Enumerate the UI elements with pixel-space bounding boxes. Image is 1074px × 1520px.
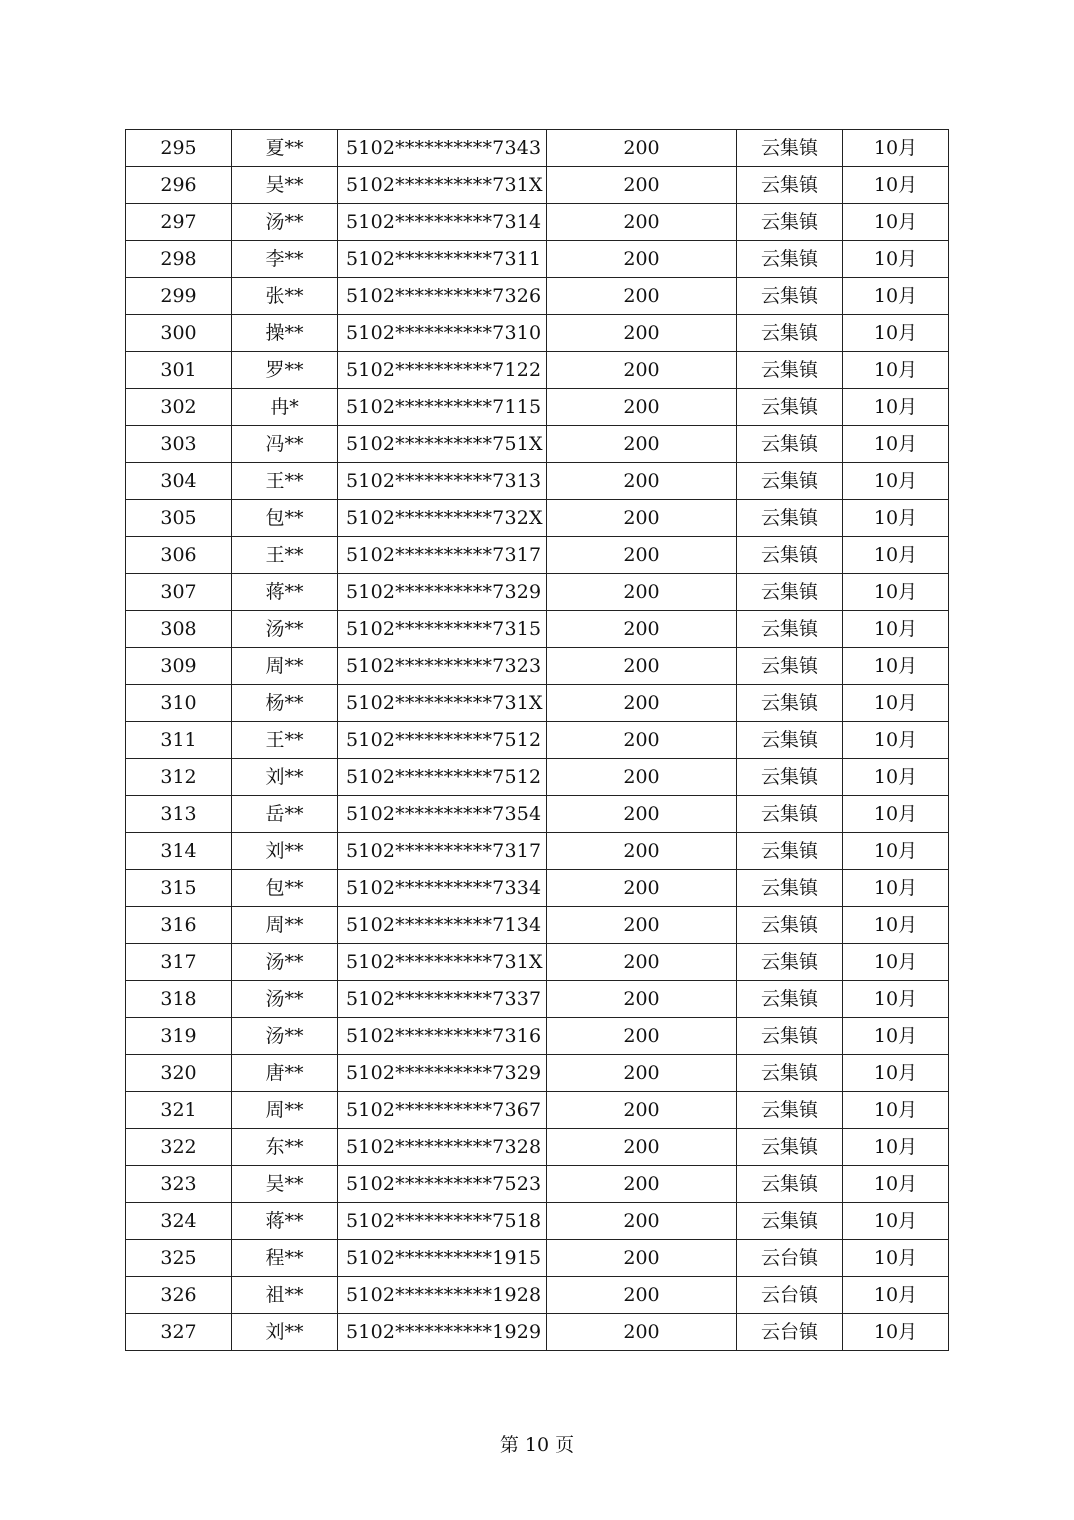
cell-amount: 200 — [547, 1166, 737, 1203]
cell-amount: 200 — [547, 537, 737, 574]
cell-month: 10月 — [843, 463, 949, 500]
cell-id-number: 5102**********7315 — [338, 611, 547, 648]
cell-name: 操** — [232, 315, 338, 352]
table-row — [126, 1203, 949, 1240]
cell-amount: 200 — [547, 759, 737, 796]
cell-amount: 200 — [547, 463, 737, 500]
cell-amount: 200 — [547, 315, 737, 352]
cell-amount: 200 — [547, 204, 737, 241]
cell-index: 320 — [126, 1055, 232, 1092]
cell-name: 岳** — [232, 796, 338, 833]
cell-id-number: 5102**********7367 — [338, 1092, 547, 1129]
cell-id-number: 5102**********7523 — [338, 1166, 547, 1203]
cell-index: 322 — [126, 1129, 232, 1166]
cell-id-number: 5102**********7313 — [338, 463, 547, 500]
cell-town: 云集镇 — [737, 352, 843, 389]
cell-index: 302 — [126, 389, 232, 426]
cell-month: 10月 — [843, 204, 949, 241]
cell-town: 云集镇 — [737, 685, 843, 722]
cell-amount: 200 — [547, 1129, 737, 1166]
table-row — [126, 1129, 949, 1166]
cell-id-number: 5102**********7311 — [338, 241, 547, 278]
cell-id-number: 5102**********7134 — [338, 907, 547, 944]
cell-month: 10月 — [843, 870, 949, 907]
table-row — [126, 796, 949, 833]
cell-id-number: 5102**********7337 — [338, 981, 547, 1018]
cell-id-number: 5102**********7343 — [338, 130, 547, 167]
cell-id-number: 5102**********7512 — [338, 722, 547, 759]
cell-name: 包** — [232, 500, 338, 537]
cell-town: 云集镇 — [737, 1166, 843, 1203]
cell-town: 云集镇 — [737, 278, 843, 315]
cell-town: 云集镇 — [737, 611, 843, 648]
table-row — [126, 352, 949, 389]
table-row — [126, 907, 949, 944]
cell-index: 309 — [126, 648, 232, 685]
cell-month: 10月 — [843, 389, 949, 426]
cell-month: 10月 — [843, 537, 949, 574]
cell-amount: 200 — [547, 1055, 737, 1092]
cell-name: 吴** — [232, 167, 338, 204]
cell-id-number: 5102**********751X — [338, 426, 547, 463]
cell-town: 云集镇 — [737, 870, 843, 907]
cell-town: 云集镇 — [737, 241, 843, 278]
cell-name: 王** — [232, 537, 338, 574]
cell-month: 10月 — [843, 1203, 949, 1240]
cell-name: 刘** — [232, 1314, 338, 1351]
table-row — [126, 870, 949, 907]
cell-amount: 200 — [547, 833, 737, 870]
table-row — [126, 1240, 949, 1277]
cell-index: 307 — [126, 574, 232, 611]
cell-id-number: 5102**********7329 — [338, 1055, 547, 1092]
table-row — [126, 463, 949, 500]
cell-month: 10月 — [843, 130, 949, 167]
cell-index: 303 — [126, 426, 232, 463]
cell-id-number: 5102**********7328 — [338, 1129, 547, 1166]
cell-month: 10月 — [843, 611, 949, 648]
cell-town: 云集镇 — [737, 574, 843, 611]
cell-name: 周** — [232, 1092, 338, 1129]
table-row — [126, 611, 949, 648]
table-row — [126, 500, 949, 537]
cell-amount: 200 — [547, 426, 737, 463]
cell-id-number: 5102**********732X — [338, 500, 547, 537]
cell-amount: 200 — [547, 574, 737, 611]
table-row — [126, 167, 949, 204]
cell-month: 10月 — [843, 241, 949, 278]
cell-name: 程** — [232, 1240, 338, 1277]
cell-town: 云集镇 — [737, 648, 843, 685]
cell-town: 云集镇 — [737, 1018, 843, 1055]
cell-town: 云集镇 — [737, 1055, 843, 1092]
cell-id-number: 5102**********7317 — [338, 833, 547, 870]
cell-month: 10月 — [843, 907, 949, 944]
cell-index: 316 — [126, 907, 232, 944]
cell-id-number: 5102**********1929 — [338, 1314, 547, 1351]
cell-town: 云集镇 — [737, 907, 843, 944]
cell-month: 10月 — [843, 315, 949, 352]
cell-index: 325 — [126, 1240, 232, 1277]
cell-name: 汤** — [232, 204, 338, 241]
cell-amount: 200 — [547, 278, 737, 315]
cell-amount: 200 — [547, 1314, 737, 1351]
cell-month: 10月 — [843, 1277, 949, 1314]
cell-name: 王** — [232, 722, 338, 759]
cell-id-number: 5102**********731X — [338, 944, 547, 981]
cell-id-number: 5102**********7334 — [338, 870, 547, 907]
table-row — [126, 426, 949, 463]
cell-amount: 200 — [547, 500, 737, 537]
cell-month: 10月 — [843, 1314, 949, 1351]
cell-month: 10月 — [843, 352, 949, 389]
cell-month: 10月 — [843, 426, 949, 463]
cell-id-number: 5102**********7122 — [338, 352, 547, 389]
cell-id-number: 5102**********7329 — [338, 574, 547, 611]
cell-id-number: 5102**********7354 — [338, 796, 547, 833]
cell-index: 299 — [126, 278, 232, 315]
cell-month: 10月 — [843, 685, 949, 722]
cell-month: 10月 — [843, 1166, 949, 1203]
cell-name: 周** — [232, 648, 338, 685]
cell-index: 312 — [126, 759, 232, 796]
cell-amount: 200 — [547, 944, 737, 981]
cell-town: 云集镇 — [737, 1203, 843, 1240]
cell-month: 10月 — [843, 1055, 949, 1092]
cell-month: 10月 — [843, 1240, 949, 1277]
cell-amount: 200 — [547, 167, 737, 204]
cell-name: 汤** — [232, 981, 338, 1018]
cell-name: 罗** — [232, 352, 338, 389]
cell-amount: 200 — [547, 1203, 737, 1240]
cell-amount: 200 — [547, 1092, 737, 1129]
cell-index: 296 — [126, 167, 232, 204]
cell-town: 云集镇 — [737, 833, 843, 870]
cell-index: 298 — [126, 241, 232, 278]
cell-town: 云集镇 — [737, 389, 843, 426]
table-row — [126, 278, 949, 315]
cell-name: 夏** — [232, 130, 338, 167]
cell-index: 295 — [126, 130, 232, 167]
table-row — [126, 944, 949, 981]
cell-town: 云集镇 — [737, 944, 843, 981]
cell-id-number: 5102**********7512 — [338, 759, 547, 796]
table-row — [126, 130, 949, 167]
cell-month: 10月 — [843, 981, 949, 1018]
table-row — [126, 833, 949, 870]
cell-index: 300 — [126, 315, 232, 352]
cell-month: 10月 — [843, 278, 949, 315]
cell-index: 306 — [126, 537, 232, 574]
cell-name: 蒋** — [232, 574, 338, 611]
cell-id-number: 5102**********1915 — [338, 1240, 547, 1277]
cell-name: 汤** — [232, 1018, 338, 1055]
cell-town: 云台镇 — [737, 1240, 843, 1277]
cell-town: 云集镇 — [737, 426, 843, 463]
cell-name: 李** — [232, 241, 338, 278]
cell-town: 云集镇 — [737, 722, 843, 759]
cell-name: 刘** — [232, 759, 338, 796]
cell-id-number: 5102**********731X — [338, 685, 547, 722]
cell-name: 包** — [232, 870, 338, 907]
cell-amount: 200 — [547, 241, 737, 278]
cell-month: 10月 — [843, 759, 949, 796]
cell-amount: 200 — [547, 722, 737, 759]
cell-month: 10月 — [843, 1018, 949, 1055]
cell-month: 10月 — [843, 648, 949, 685]
cell-index: 305 — [126, 500, 232, 537]
cell-name: 冯** — [232, 426, 338, 463]
table-row — [126, 1277, 949, 1314]
cell-name: 冉* — [232, 389, 338, 426]
cell-index: 301 — [126, 352, 232, 389]
cell-amount: 200 — [547, 981, 737, 1018]
cell-name: 蒋** — [232, 1203, 338, 1240]
cell-month: 10月 — [843, 574, 949, 611]
cell-amount: 200 — [547, 648, 737, 685]
table-body — [126, 130, 949, 1351]
cell-index: 323 — [126, 1166, 232, 1203]
cell-amount: 200 — [547, 685, 737, 722]
cell-month: 10月 — [843, 167, 949, 204]
cell-month: 10月 — [843, 1129, 949, 1166]
table-row — [126, 1055, 949, 1092]
cell-id-number: 5102**********7115 — [338, 389, 547, 426]
cell-index: 324 — [126, 1203, 232, 1240]
table-row — [126, 315, 949, 352]
cell-name: 杨** — [232, 685, 338, 722]
cell-name: 吴** — [232, 1166, 338, 1203]
cell-id-number: 5102**********7518 — [338, 1203, 547, 1240]
table-row — [126, 648, 949, 685]
cell-town: 云台镇 — [737, 1314, 843, 1351]
table-row — [126, 1018, 949, 1055]
page-number: 第 10 页 — [499, 1434, 575, 1456]
cell-month: 10月 — [843, 722, 949, 759]
cell-town: 云集镇 — [737, 500, 843, 537]
cell-id-number: 5102**********1928 — [338, 1277, 547, 1314]
table-row — [126, 1314, 949, 1351]
cell-amount: 200 — [547, 1240, 737, 1277]
cell-id-number: 5102**********731X — [338, 167, 547, 204]
cell-name: 汤** — [232, 611, 338, 648]
table-row — [126, 1092, 949, 1129]
cell-index: 319 — [126, 1018, 232, 1055]
cell-town: 云集镇 — [737, 463, 843, 500]
cell-amount: 200 — [547, 907, 737, 944]
cell-index: 297 — [126, 204, 232, 241]
cell-town: 云集镇 — [737, 167, 843, 204]
cell-name: 祖** — [232, 1277, 338, 1314]
cell-name: 周** — [232, 907, 338, 944]
cell-month: 10月 — [843, 833, 949, 870]
cell-index: 317 — [126, 944, 232, 981]
table-row — [126, 759, 949, 796]
cell-amount: 200 — [547, 611, 737, 648]
cell-name: 刘** — [232, 833, 338, 870]
cell-name: 张** — [232, 278, 338, 315]
table-row — [126, 685, 949, 722]
cell-index: 308 — [126, 611, 232, 648]
cell-town: 云集镇 — [737, 1129, 843, 1166]
cell-name: 唐** — [232, 1055, 338, 1092]
cell-town: 云集镇 — [737, 759, 843, 796]
cell-index: 327 — [126, 1314, 232, 1351]
cell-amount: 200 — [547, 130, 737, 167]
cell-id-number: 5102**********7323 — [338, 648, 547, 685]
cell-amount: 200 — [547, 796, 737, 833]
cell-id-number: 5102**********7310 — [338, 315, 547, 352]
cell-name: 汤** — [232, 944, 338, 981]
cell-month: 10月 — [843, 500, 949, 537]
cell-amount: 200 — [547, 352, 737, 389]
cell-month: 10月 — [843, 796, 949, 833]
cell-index: 318 — [126, 981, 232, 1018]
cell-index: 314 — [126, 833, 232, 870]
cell-index: 310 — [126, 685, 232, 722]
table-row — [126, 241, 949, 278]
cell-month: 10月 — [843, 1092, 949, 1129]
cell-index: 313 — [126, 796, 232, 833]
cell-amount: 200 — [547, 389, 737, 426]
cell-id-number: 5102**********7314 — [338, 204, 547, 241]
cell-town: 云集镇 — [737, 537, 843, 574]
cell-town: 云集镇 — [737, 796, 843, 833]
table-row — [126, 537, 949, 574]
cell-index: 304 — [126, 463, 232, 500]
cell-amount: 200 — [547, 1277, 737, 1314]
beneficiary-table — [125, 129, 949, 1351]
cell-town: 云集镇 — [737, 981, 843, 1018]
table-row — [126, 574, 949, 611]
cell-name: 王** — [232, 463, 338, 500]
cell-id-number: 5102**********7317 — [338, 537, 547, 574]
cell-town: 云集镇 — [737, 130, 843, 167]
table-row — [126, 204, 949, 241]
cell-name: 东** — [232, 1129, 338, 1166]
cell-index: 326 — [126, 1277, 232, 1314]
table-row — [126, 722, 949, 759]
cell-id-number: 5102**********7326 — [338, 278, 547, 315]
cell-town: 云集镇 — [737, 315, 843, 352]
cell-town: 云集镇 — [737, 1092, 843, 1129]
cell-index: 321 — [126, 1092, 232, 1129]
cell-index: 311 — [126, 722, 232, 759]
cell-town: 云台镇 — [737, 1277, 843, 1314]
table-row — [126, 1166, 949, 1203]
table-row — [126, 389, 949, 426]
cell-amount: 200 — [547, 1018, 737, 1055]
cell-amount: 200 — [547, 870, 737, 907]
cell-id-number: 5102**********7316 — [338, 1018, 547, 1055]
table-row — [126, 981, 949, 1018]
cell-month: 10月 — [843, 944, 949, 981]
cell-index: 315 — [126, 870, 232, 907]
cell-town: 云集镇 — [737, 204, 843, 241]
